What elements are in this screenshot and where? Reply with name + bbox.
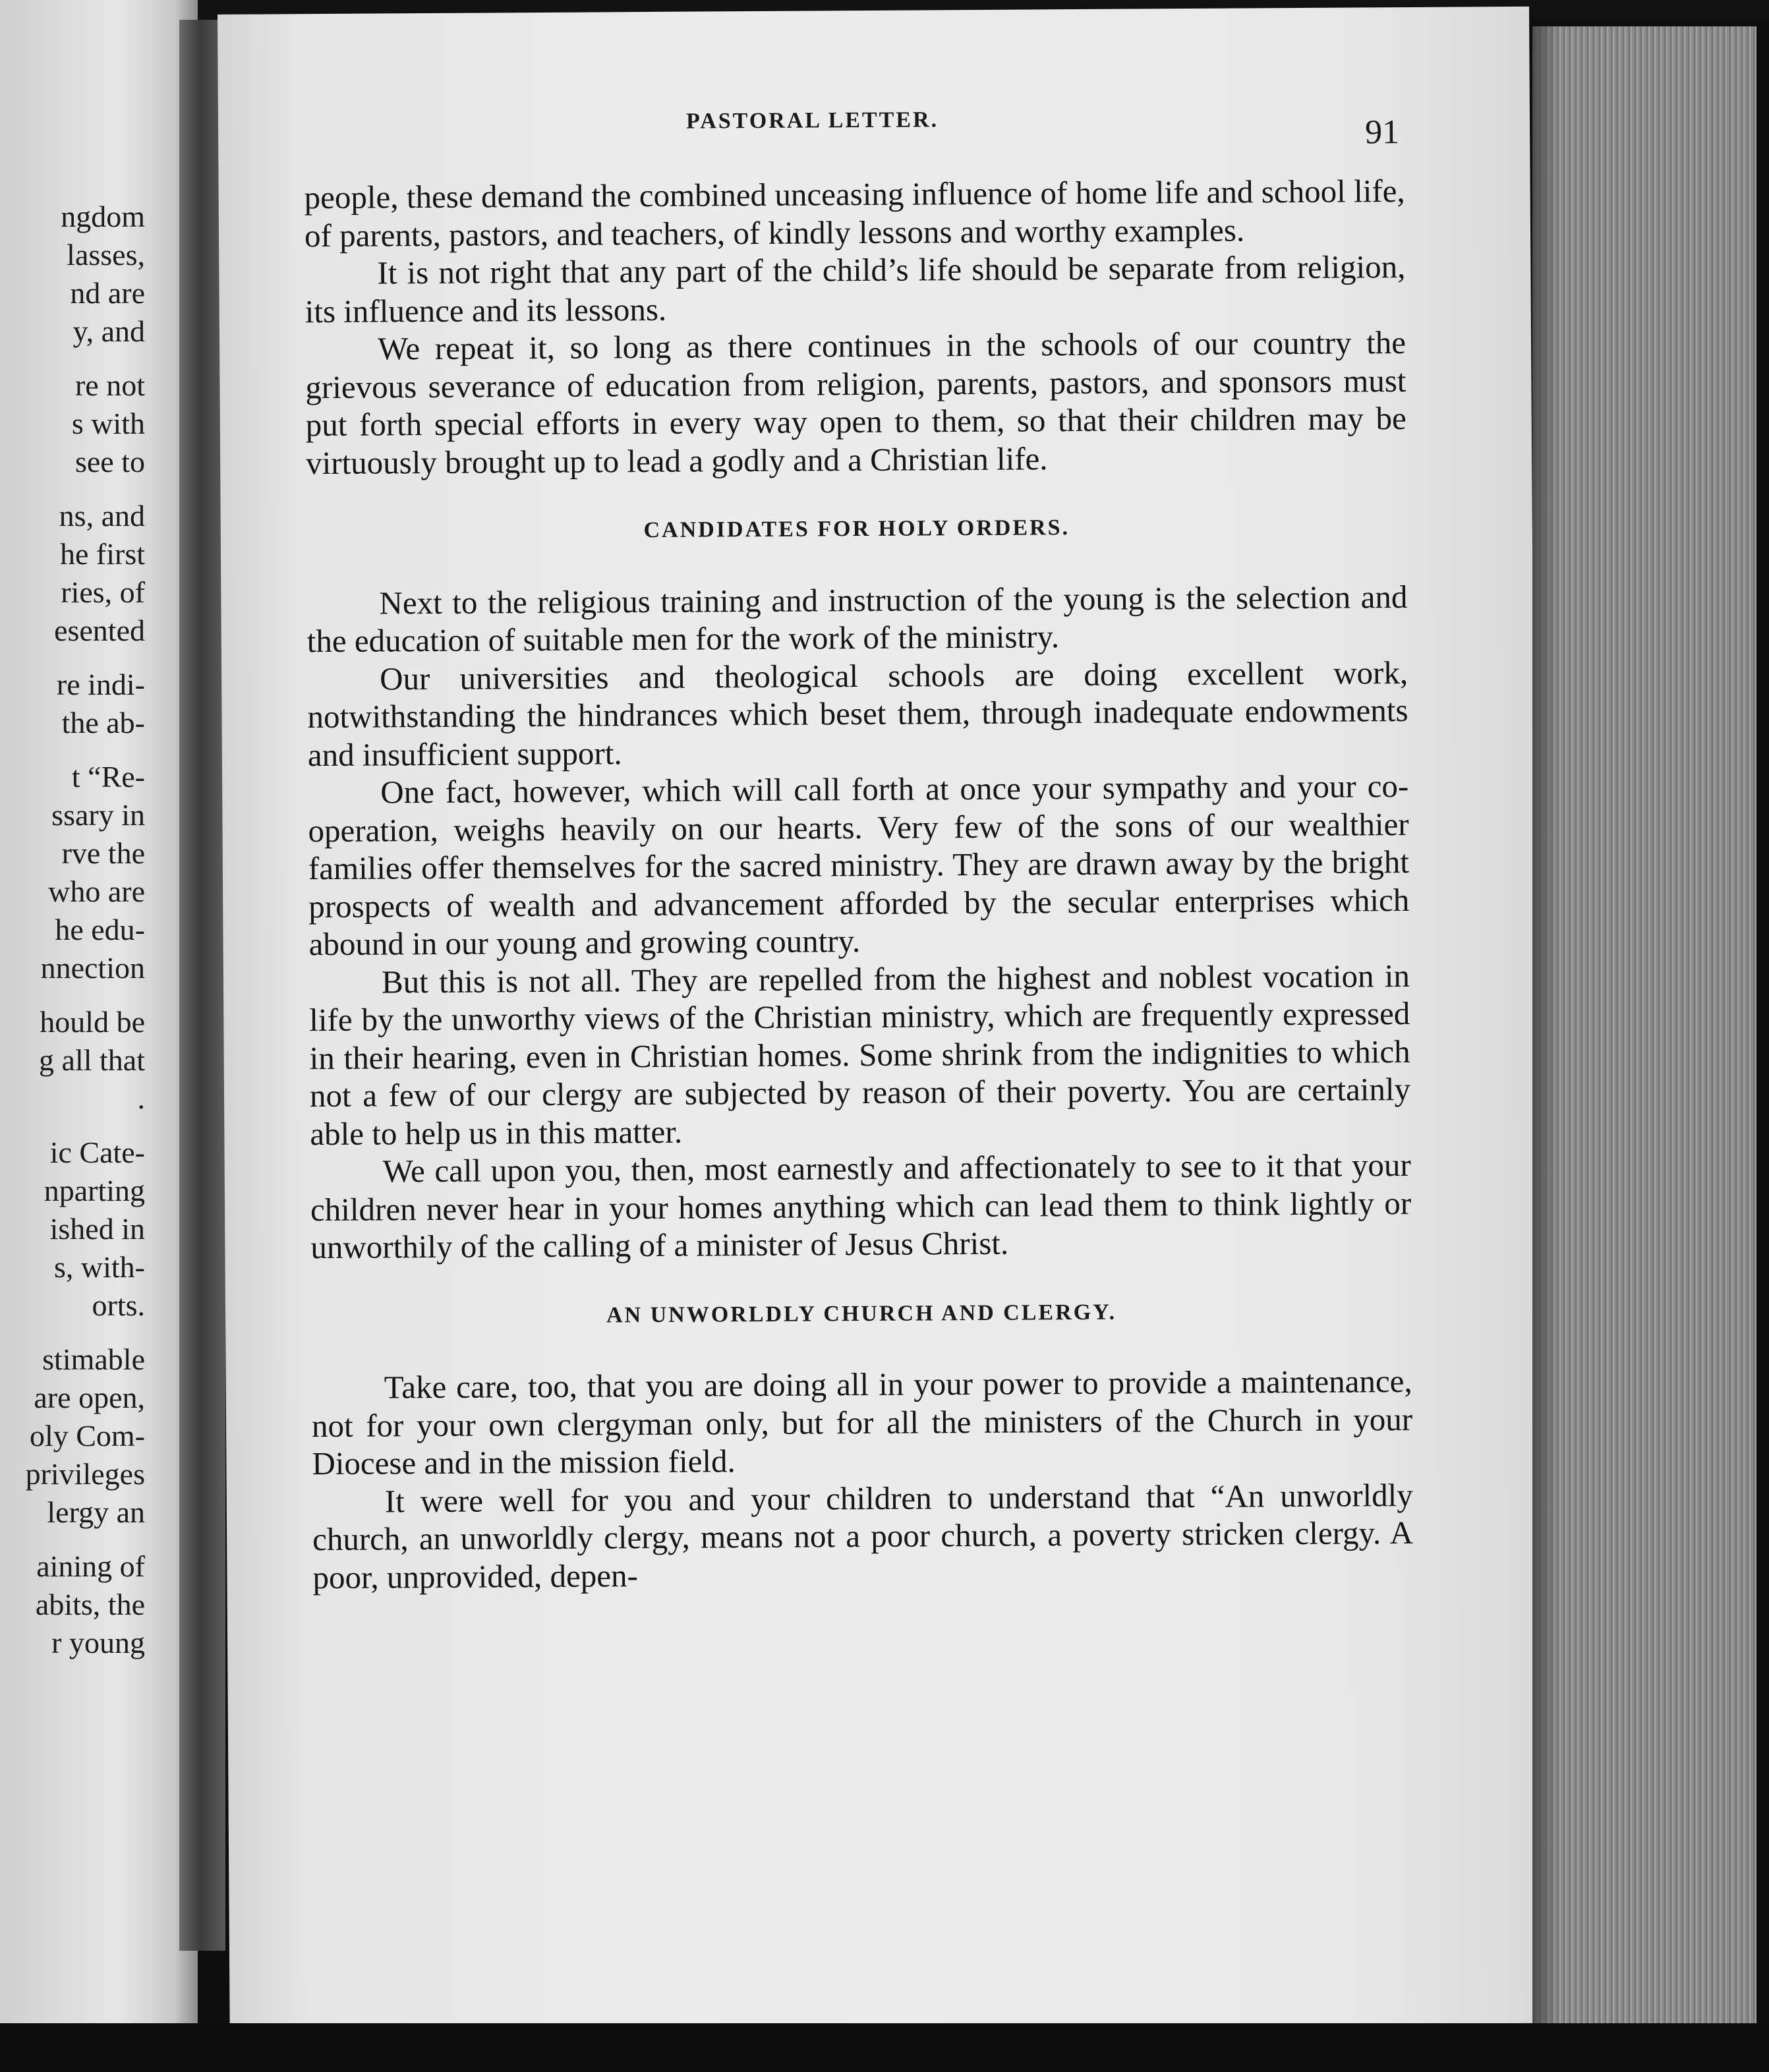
paragraph: One fact, however, which will call forth at once your sympathy and your co-operation, weighs heavily on our hearts. Very few of the sons of our wealthier families offer themselves for the sacred ministry. They are drawn away by the bright prospects of wealth and advancement afforded by the secular enterprises which abound in our young and growing country. xyxy=(308,767,1410,963)
page-edge-shadow xyxy=(1532,26,1559,2043)
book-page-edges xyxy=(1532,26,1756,2043)
left-page-line-fragment: nparting xyxy=(44,1174,145,1207)
left-page-line-fragment: see to xyxy=(74,445,145,478)
fragment-gap xyxy=(0,742,145,758)
paragraph: But this is not all. They are repelled from the highest and noblest vocation in life by the unworthy views of the Christian ministry, which are frequently expressed in their hearing, even in Christian homes. Some shrink from the indignities to which not a few of our clergy are subjected by reason of their poverty. You are certainly able to help us in this matter. xyxy=(309,957,1411,1152)
page-body-text xyxy=(304,172,1414,1596)
left-page-line-fragment: g all that xyxy=(39,1043,145,1077)
left-page-line-fragment: privileges xyxy=(25,1457,145,1491)
left-page-line-fragment: abits, the xyxy=(35,1588,145,1621)
paragraph: We call upon you, then, most earnestly and affectionately to see to it that your children never hear in your homes anything which can lead them to think lightly or unworthily of the calling of a minister of Jesus Christ. xyxy=(310,1146,1412,1266)
left-page-line-fragment: hould be xyxy=(40,1005,145,1039)
left-facing-page xyxy=(0,0,198,2023)
left-page-line-fragment: rve the xyxy=(61,836,145,870)
left-page-line-fragment: he first xyxy=(59,537,145,571)
fragment-gap xyxy=(0,1118,145,1134)
paragraph: Next to the religious training and instruction of the young is the selection and the education of suitable men for the work of the ministry. xyxy=(306,578,1408,660)
left-page-line-fragment: . xyxy=(137,1081,145,1115)
fragment-gap xyxy=(0,1325,145,1340)
left-page-line-fragment: re indi- xyxy=(56,668,145,701)
left-page-line-fragment: s, with- xyxy=(54,1250,145,1284)
left-page-line-fragment: who are xyxy=(48,875,145,908)
paragraph: Take care, too, that you are doing all in your power to provide a maintenance, not for your own clergyman only, but for all the ministers of the Church in your Diocese and in the mission field. xyxy=(311,1362,1413,1482)
left-page-line-fragment: he edu- xyxy=(55,913,145,946)
left-page-line-fragment: ngdom xyxy=(61,200,145,233)
left-page-text-fragments xyxy=(0,198,145,1662)
left-page-line-fragment: r young xyxy=(51,1626,145,1659)
paragraph: We repeat it, so long as there continues in the schools of our country the grievous severance of education from religion, parents, pastors, and sponsors must put forth special efforts in every way open to them, so that their children may be virtuously brought up to lead a godly and a Christian life. xyxy=(305,324,1406,481)
left-page-line-fragment: are open, xyxy=(34,1381,145,1414)
book-gutter xyxy=(179,20,225,1951)
fragment-gap xyxy=(0,351,145,366)
left-page-line-fragment: oly Com- xyxy=(29,1419,145,1453)
left-page-line-fragment: nnection xyxy=(40,951,145,985)
fragment-gap xyxy=(0,481,145,497)
main-page xyxy=(218,7,1542,2031)
fragment-gap xyxy=(0,650,145,666)
section-heading: CANDIDATES FOR HOLY ORDERS. xyxy=(643,515,1070,543)
page-number: 91 xyxy=(1364,113,1400,152)
left-page-line-fragment: lasses, xyxy=(67,238,145,272)
left-page-line-fragment: nd are xyxy=(70,276,145,310)
left-page-line-fragment: ic Cate- xyxy=(49,1136,145,1169)
left-page-line-fragment: s with xyxy=(71,407,145,440)
left-page-line-fragment: esented xyxy=(54,614,145,647)
running-head: PASTORAL LETTER. xyxy=(685,107,939,134)
paragraph: people, these demand the combined unceasing influence of home life and school life, of parents, pastors, and teachers, of kindly lessons and worthy examples. xyxy=(304,172,1405,254)
paragraph: Our universities and theological schools are doing excellent work, notwithstanding the hindrances which beset them, through inadequate endowments and insufficient support. xyxy=(307,654,1408,773)
scan-bottom-border xyxy=(0,2023,1769,2072)
fragment-gap xyxy=(0,1532,145,1547)
left-page-line-fragment: ished in xyxy=(49,1212,145,1246)
left-page-line-fragment: ries, of xyxy=(61,575,145,609)
left-page-line-fragment: the ab- xyxy=(61,706,145,739)
paragraph: It is not right that any part of the child’s life should be separate from religion, its influence and its lessons. xyxy=(304,248,1406,330)
left-page-line-fragment: t “Re- xyxy=(71,760,145,793)
left-page-line-fragment: ssary in xyxy=(51,798,145,832)
paragraph: It were well for you and your children to understand that “An unworldly church, an unworldly clergy, means not a poor church, a poverty stricken clergy. A poor, unprovided, depen- xyxy=(312,1476,1414,1596)
left-page-line-fragment: stimable xyxy=(42,1342,145,1376)
section-heading: AN UNWORLDLY CHURCH AND CLERGY. xyxy=(606,1300,1117,1327)
left-page-line-fragment: ns, and xyxy=(59,499,145,532)
left-page-line-fragment: aining of xyxy=(36,1549,145,1583)
left-page-line-fragment: re not xyxy=(74,368,145,402)
left-page-line-fragment: orts. xyxy=(92,1288,145,1322)
fragment-gap xyxy=(0,987,145,1003)
left-page-line-fragment: y, and xyxy=(72,314,145,348)
left-page-line-fragment: lergy an xyxy=(47,1495,145,1529)
